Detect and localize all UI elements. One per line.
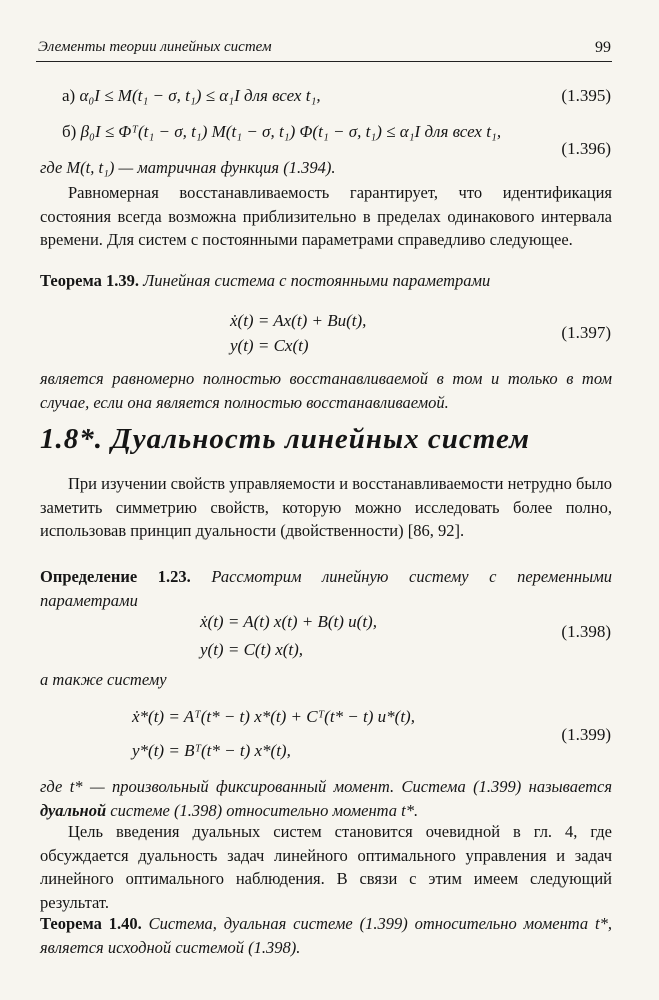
- where-line: где M(t, t₁) — матричная функция (1.394).: [40, 158, 336, 177]
- eq-1398-line2: y(t) = C(t) x(t),: [200, 640, 304, 659]
- eq-1395-text: α₀I ≤ M(t₁ − σ, t₁) ≤ α₁I для всех t₁,: [79, 86, 321, 105]
- theorem-139-heading: [40, 271, 490, 291]
- closing-term-dual: дуальной: [40, 800, 107, 820]
- running-header: [38, 39, 611, 61]
- eq-number-1397: (1.397): [561, 323, 611, 342]
- eq-1399-line1: ẋ*(t) = Aᵀ(t* − t) x*(t) + Cᵀ(t* − t) u*(t),: [132, 707, 415, 726]
- eq-number-1395: (1.395): [561, 86, 611, 105]
- definition-also-line: а также систему: [40, 670, 167, 689]
- theorem-140-label: Теорема 1.40.: [40, 914, 142, 933]
- theorem-139-conclusion: является равномерно полностью восстанавливаемой в том и только в том случае, если она является полностью восстанавливаемой.: [40, 369, 612, 412]
- definition-123-label: Определение 1.23.: [40, 567, 191, 586]
- eq-1397-line2: y(t) = Cx(t): [230, 336, 309, 355]
- paragraph-dual-purpose: Цель введения дуальных систем становится очевидной в гл. 4, где обсуждается дуальность задач линейного оптимального управления и задач линейного оптимального наблюдения. В связи с этим имеем следующий результат.: [40, 822, 612, 912]
- eq-1398-line1: ẋ(t) = A(t) x(t) + B(t) u(t),: [200, 612, 377, 631]
- section-heading: 1.8*. Дуальность линейных систем: [40, 423, 530, 455]
- eq-label-a: а): [62, 86, 76, 105]
- paragraph-duality-intro: При изучении свойств управляемости и восстанавливаемости нетрудно было заметить симметрию свойств, которую можно исследовать более полно, использовав принцип дуальности (двойственности) [86, 92].: [40, 474, 612, 540]
- eq-number-1396: (1.396): [561, 139, 611, 158]
- header-rule: [36, 61, 612, 62]
- paragraph-reconstructability: Равномерная восстанавливаемость гарантирует, что идентификация состояния всегда возможна приблизительно в пределах одинакового интервала времени. Для систем с постоянными параметрами справедливо следующее.: [40, 183, 612, 249]
- eq-number-1398: (1.398): [561, 622, 611, 641]
- closing-part-b: системе (1.398) относительно момента t*.: [110, 800, 419, 820]
- theorem-140-text: Система, дуальная системе (1.399) относительно момента t*, является исходной системой (1.398).: [40, 914, 612, 957]
- page-number: 99: [595, 39, 611, 56]
- eq-1396-text: β₀I ≤ Φᵀ(t₁ − σ, t₁) M(t₁ − σ, t₁) Φ(t₁ − σ, t₁) ≤ α₁I для всех t₁,: [80, 122, 502, 141]
- definition-123-heading: [40, 565, 612, 612]
- eq-number-1399: (1.399): [561, 725, 611, 744]
- theorem-139-label: Теорема 1.39.: [40, 271, 139, 290]
- theorem-140: [40, 912, 612, 959]
- eq-1399-line2: y*(t) = Bᵀ(t* − t) x*(t),: [132, 741, 291, 760]
- closing-part-a: где t* — произвольный фиксированный момент. Система (1.399) называется: [40, 777, 612, 796]
- equation-1395: [62, 86, 321, 106]
- header-title: Элементы теории линейных систем: [38, 39, 272, 55]
- theorem-139-intro: Линейная система с постоянными параметрами: [143, 271, 491, 290]
- definition-123-closing: [40, 775, 612, 822]
- definition-123-intro: Рассмотрим линейную систему с переменными параметрами: [40, 567, 612, 610]
- eq-label-b: б): [62, 122, 77, 141]
- eq-1397-line1: ẋ(t) = Ax(t) + Bu(t),: [230, 311, 367, 330]
- equation-1396: [62, 122, 501, 142]
